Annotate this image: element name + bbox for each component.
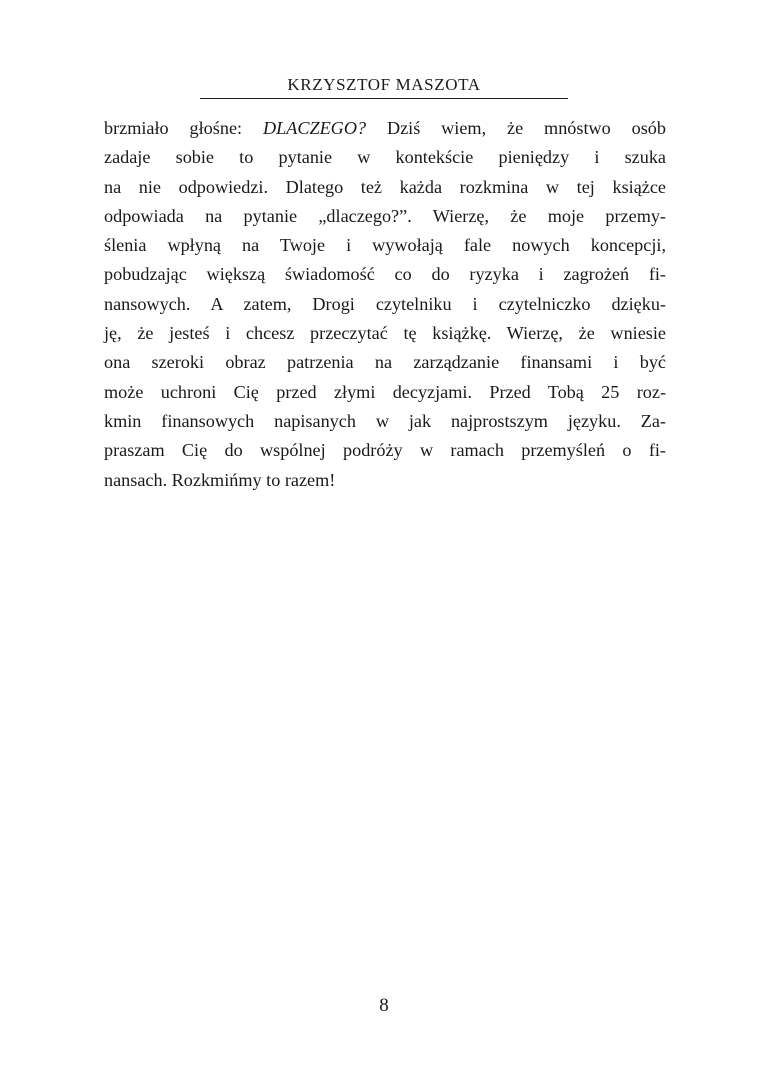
page-number: 8 [379,995,389,1016]
body-line: na nie odpowiedzi. Dlatego też każda rozkmina w tej książce [104,176,666,197]
body-line: zadaje sobie to pytanie w kontekście pieniędzy i szuka [104,147,666,168]
header-rule [200,98,568,99]
body-line: nansowych. A zatem, Drogi czytelniku i czytelniczko dzięku- [104,293,666,314]
body-line-italic: DLACZEGO? [262,118,367,138]
body-line: może uchroni Cię przed złymi decyzjami. Przed Tobą 25 roz- [104,381,666,402]
body-line: ona szeroki obraz patrzenia na zarządzanie finansami i być [104,352,666,373]
body-line: ję, że jesteś i chcesz przeczytać tę książkę. Wierzę, że wniesie [104,323,666,344]
body-line: praszam Cię do wspólnej podróży w ramach przemyśleń o fi- [104,440,666,461]
body-line [104,114,666,143]
body-line: ślenia wpłyną na Twoje i wywołają fale nowych koncepcji, [104,235,666,256]
body-line: pobudzając większą świadomość co do ryzyka i zagrożeń fi- [104,264,666,285]
body-line: kmin finansowych napisanych w jak najprostszym języku. Za- [104,410,666,431]
body-line-text: Dziś wiem, że mnóstwo osób [366,118,666,138]
running-header-author: KRZYSZTOF MASZOTA [287,75,481,94]
body-line-text: brzmiało głośne: [104,118,263,138]
body-line: odpowiada na pytanie „dlaczego?”. Wierzę, że moje przemy- [104,205,666,226]
body-text [104,114,666,495]
body-line-last: nansach. Rozkmińmy to razem! [104,469,336,490]
